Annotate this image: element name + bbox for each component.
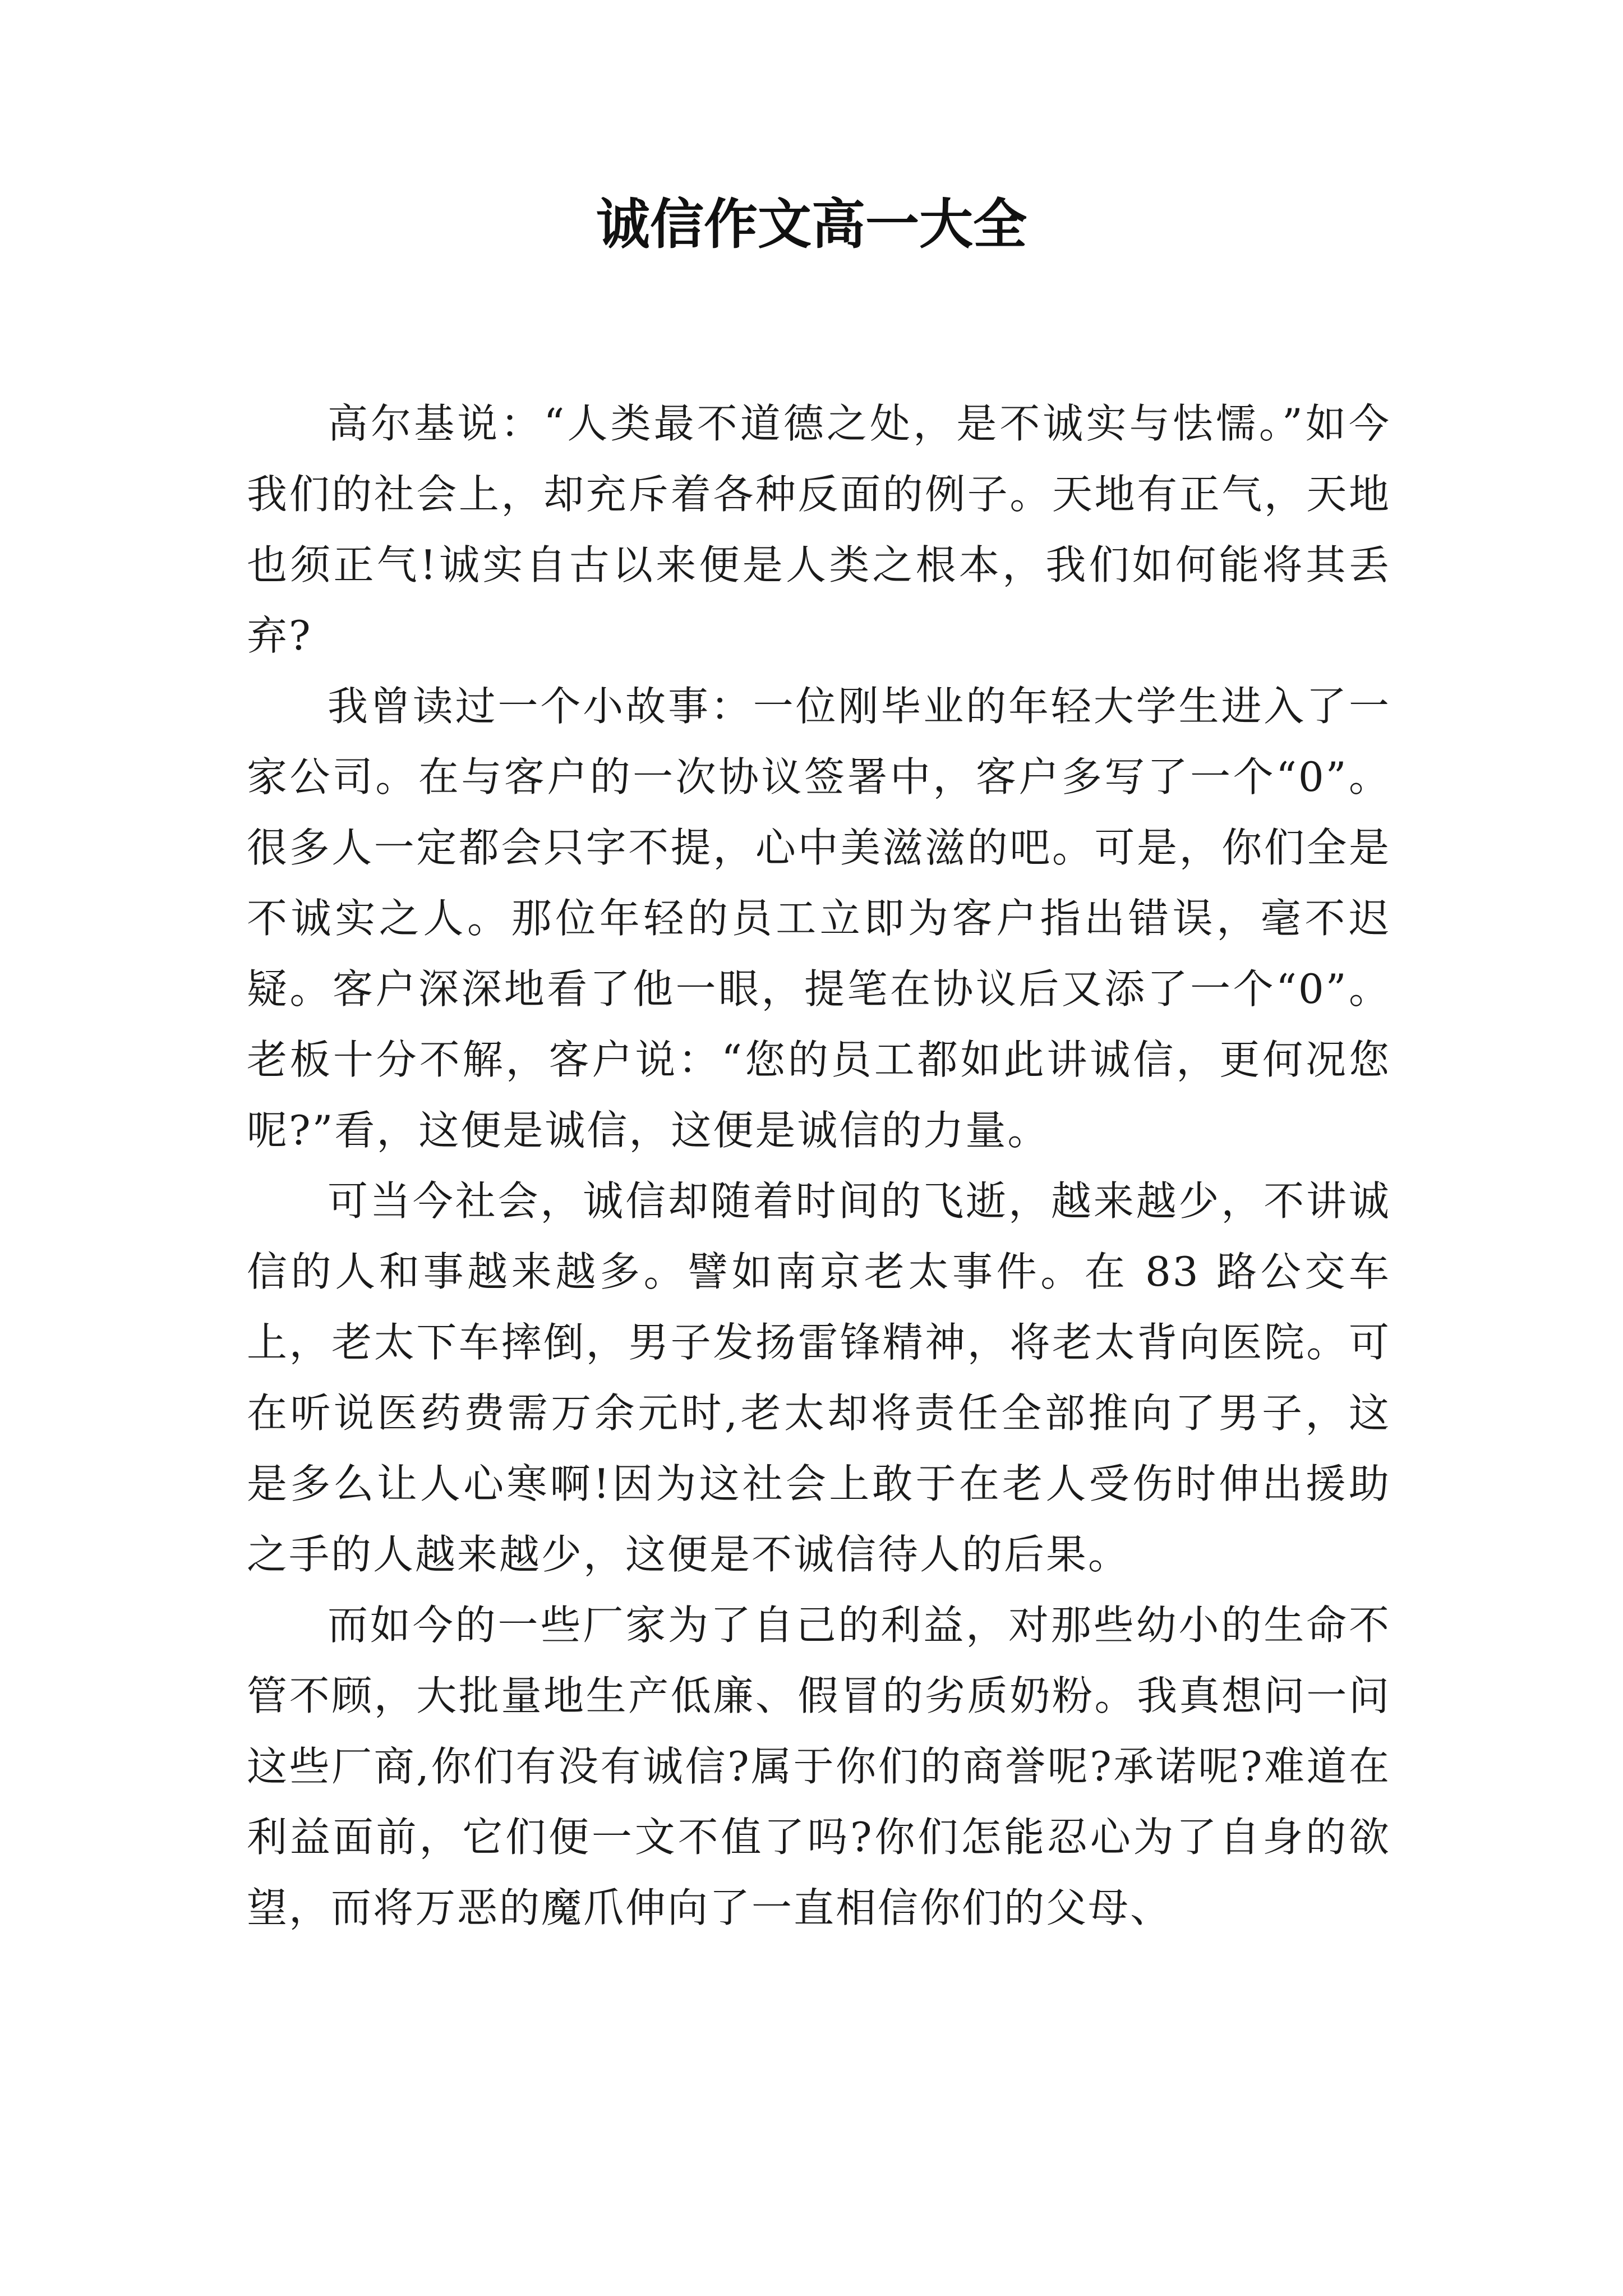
paragraph: 我曾读过一个小故事：一位刚毕业的年轻大学生进入了一家公司。在与客户的一次协议签署中，客户多写了一个“0”。很多人一定都会只字不提，心中美滋滋的吧。可是，你们全是不诚实之人。那位年轻的员工立即为客户指出错误，毫不迟疑。客户深深地看了他一眼，提笔在协议后又添了一个“0”。老板十分不解，客户说：“您的员工都如此讲诚信，更何况您呢?”看，这便是诚信，这便是诚信的力量。 (247, 683, 1391, 1154)
paragraph: 可当今社会，诚信却随着时间的飞逝，越来越少，不讲诚信的人和事越来越多。譬如南京老太事件。在 83 路公交车上，老太下车摔倒，男子发扬雷锋精神，将老太背向医院。可在听说医药费需万余元时,老太却将责任全部推向了男子，这是多么让人心寒啊!因为这社会上敢于在老人受伤时伸出援助之手的人越来越少，这便是不诚信待人的后果。 (247, 1177, 1391, 1578)
paragraph: 而如今的一些厂家为了自己的利益，对那些幼小的生命不管不顾，大批量地生产低廉、假冒的劣质奶粉。我真想问一问这些厂商,你们有没有诚信?属于你们的商誉呢?承诺呢?难道在利益面前，它们便一文不值了吗?你们怎能忍心为了自身的欲望，而将万恶的魔爪伸向了一直相信你们的父母、 (247, 1602, 1391, 1931)
document-title: 诚信作文高一大全 (596, 192, 1027, 256)
paragraph: 高尔基说：“人类最不道德之处，是不诚实与怯懦。”如今我们的社会上，却充斥着各种反面的例子。天地有正气，天地也须正气!诚实自古以来便是人类之根本，我们如何能将其丢弃? (247, 400, 1391, 659)
document-body (247, 388, 1391, 1943)
